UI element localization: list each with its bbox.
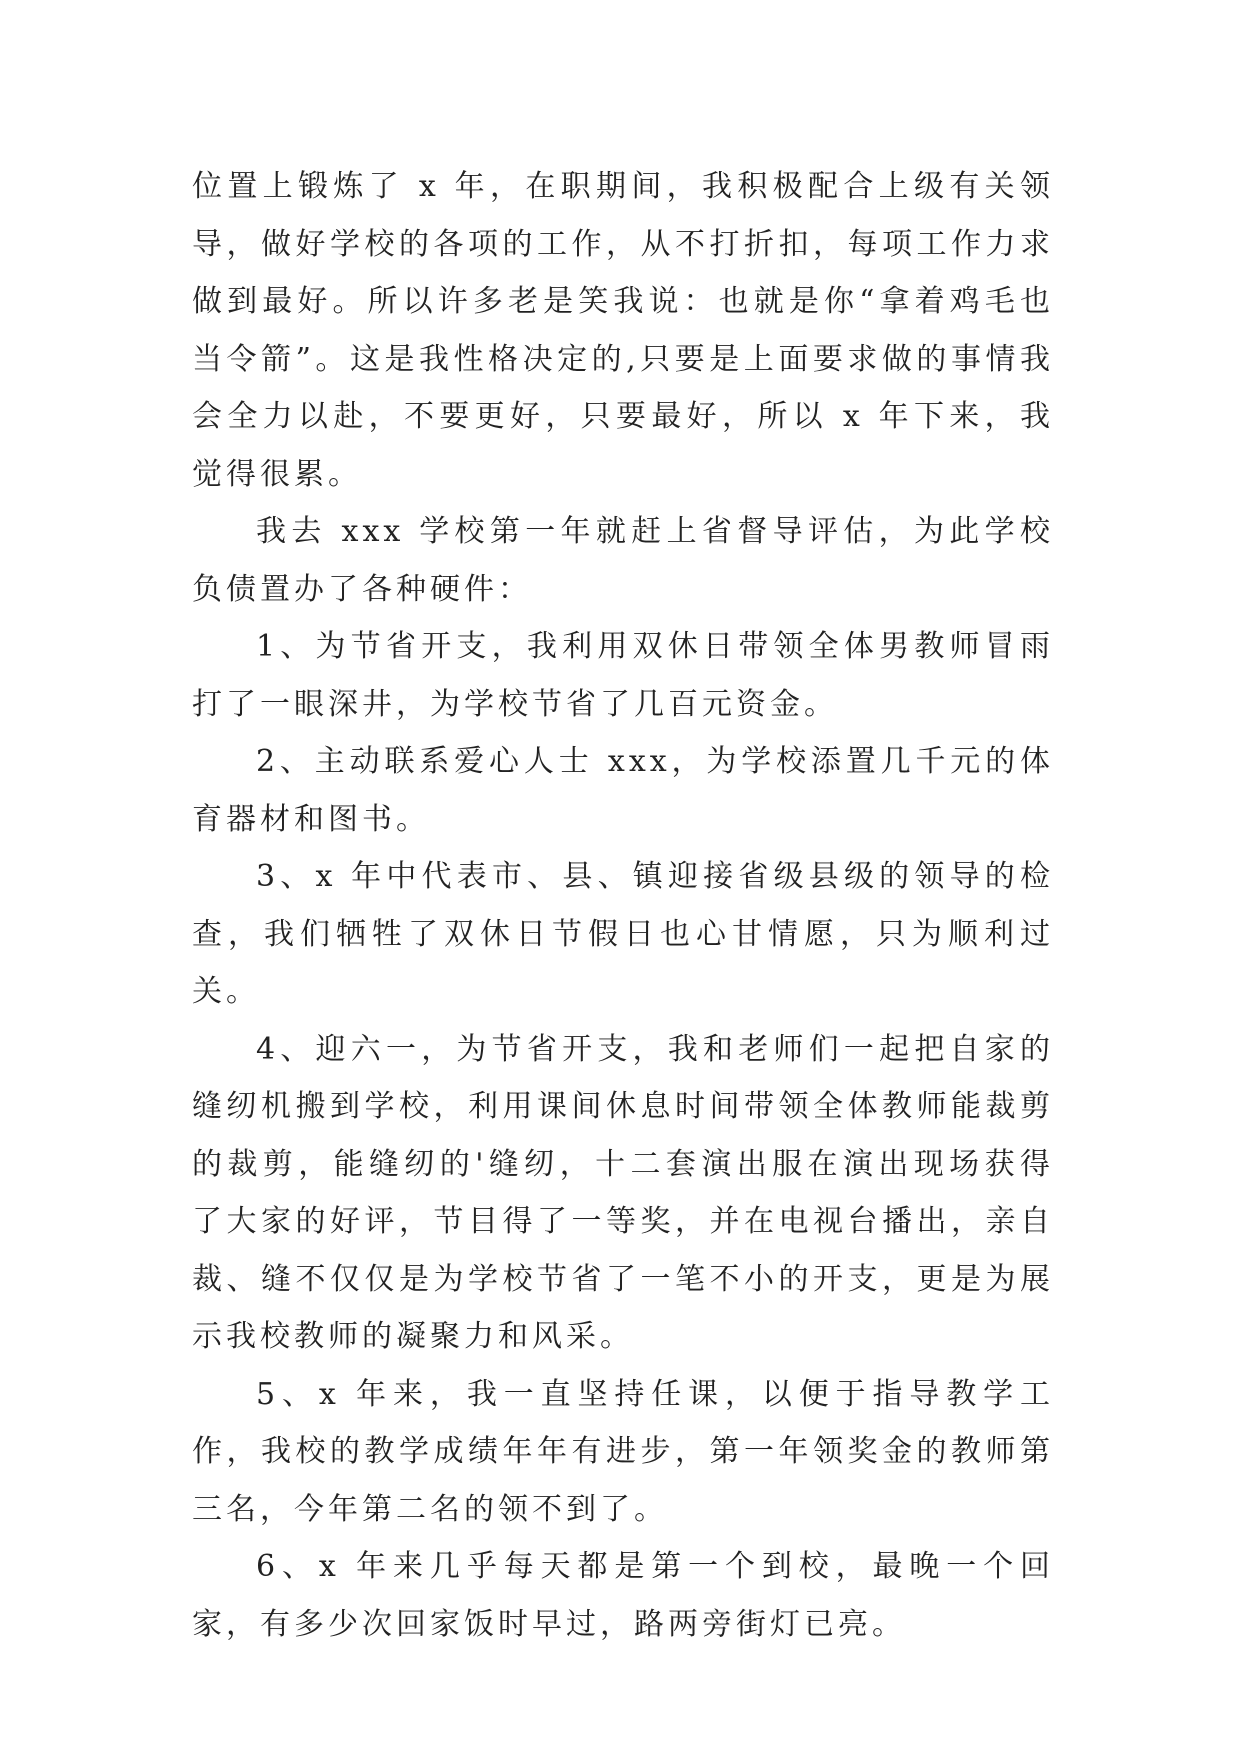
paragraph-4: 2、主动联系爱心人士 xxx，为学校添置几千元的体育器材和图书。 (192, 744, 1054, 837)
paragraph-7: 5、x 年来，我一直坚持任课，以便于指导教学工作，我校的教学成绩年年有进步，第一年领奖金的教师第三名，今年第二名的领不到了。 (192, 1376, 1054, 1527)
paragraph-2: 我去 xxx 学校第一年就赶上省督导评估，为此学校负债置办了各种硬件： (192, 514, 1054, 607)
paragraph-6: 4、迎六一，为节省开支，我和老师们一起把自家的缝纫机搬到学校，利用课间休息时间带领全体教师能裁剪的裁剪，能缝纫的'缝纫，十二套演出服在演出现场获得了大家的好评，节目得了一等奖，并在电视台播出，亲自裁、缝不仅仅是为学校节省了一笔不小的开支，更是为展示我校教师的凝聚力和风采。 (192, 1031, 1054, 1354)
paragraph-8: 6、x 年来几乎每天都是第一个到校，最晚一个回家，有多少次回家饭时早过，路两旁街灯已亮。 (192, 1549, 1054, 1642)
paragraph-3: 1、为节省开支，我利用双休日带领全体男教师冒雨打了一眼深井，为学校节省了几百元资金。 (192, 629, 1054, 722)
paragraph-1: 位置上锻炼了 x 年，在职期间，我积极配合上级有关领导，做好学校的各项的工作，从不打折扣，每项工作力求做到最好。所以许多老是笑我说：也就是你“拿着鸡毛也当令箭”。这是我性格决定的,只要是上面要求做的事情我会全力以赴，不要更好，只要最好，所以 x 年下来，我觉得很累。 (192, 169, 1054, 492)
document-body (192, 158, 1054, 1653)
paragraph-5: 3、x 年中代表市、县、镇迎接省级县级的领导的检查，我们牺牲了双休日节假日也心甘情愿，只为顺利过关。 (192, 859, 1054, 1009)
